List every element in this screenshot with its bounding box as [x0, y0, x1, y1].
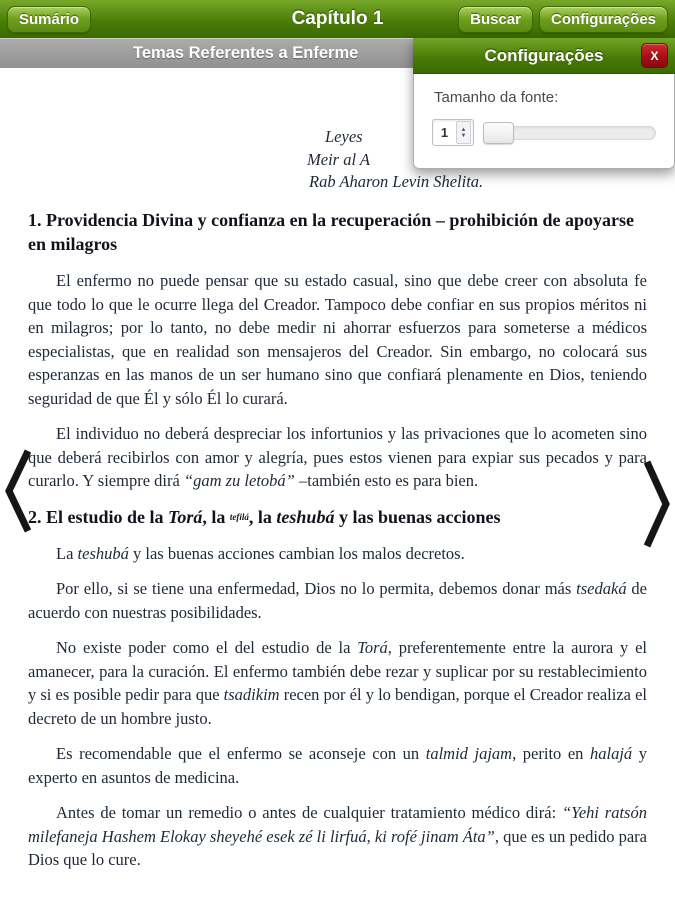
- intro-line-1: Leyes: [325, 127, 363, 146]
- chapter-title: Capítulo 1: [291, 8, 384, 29]
- settings-button[interactable]: Configurações: [539, 6, 668, 33]
- summary-button[interactable]: Sumário: [7, 6, 91, 33]
- font-size-label: Tamanho da fonte:: [434, 89, 559, 106]
- slider-handle-icon[interactable]: [483, 122, 514, 144]
- body-paragraph: Antes de tomar un remedio o antes de cualquier tratamiento médico dirá: “Yehi ratsón milefaneja Hashem Elokay sheyehé esek zé li lirfuá, ki rofé jinam Áta”, que es un pedido para Dios que lo cure.: [28, 803, 647, 869]
- body-paragraph: No existe poder como el del estudio de la Torá, preferentemente entre la aurora y el amanecer, para la curación. El enfermo también debe rezar y suplicar por su restablecimiento y si es posible pedir para que tsadikim recen por él y lo bendigan, porque el Creador realiza el decreto de un hombre justo.: [28, 638, 647, 728]
- body-paragraph: La teshubá y las buenas acciones cambian los malos decretos.: [56, 543, 465, 563]
- stepper-arrows-icon[interactable]: ▲ ▼: [456, 121, 471, 144]
- intro-line-2: Meir al A: [307, 150, 370, 169]
- font-size-slider[interactable]: [483, 126, 656, 140]
- top-bar-actions: [458, 6, 668, 33]
- body-paragraph: El enfermo no puede pensar que su estado casual, sino que debe creer con absoluta fe que todo lo que le ocurre llega del Creador. Tampoco debe confiar en sus propios méritos ni en milagros; por lo tanto, no debe medir ni ahorrar esfuerzos para someterse a médicos especialistas, que en realidad son mensajeros del Creador. Sin embargo, no colocará sus esperanzas en las manos de un ser humano sino que confiará plenamente en Dios, teniendo seguridad de que Él y sólo Él lo curará.: [28, 271, 647, 408]
- settings-popup-title: Configurações: [484, 45, 604, 65]
- chevron-left-icon: [3, 447, 33, 535]
- top-bar: [0, 0, 675, 38]
- prev-page-button[interactable]: [3, 447, 33, 538]
- settings-popup-header: [413, 38, 675, 74]
- settings-popup-body: [413, 74, 675, 169]
- chevron-right-icon: [642, 458, 672, 550]
- body-paragraph: Por ello, si se tiene una enfermedad, Dios no lo permita, debemos donar más tsedaká de acuerdo con nuestras posibilidades.: [28, 579, 648, 622]
- close-icon[interactable]: X: [641, 43, 668, 68]
- search-button[interactable]: Buscar: [458, 6, 533, 33]
- intro-line-3: Rab Aharon Levin Shelita.: [309, 172, 484, 191]
- section-heading: 2. El estudio de la Torá, la tefilá, la teshubá y las buenas acciones: [28, 506, 501, 527]
- text-blocks: [28, 208, 647, 872]
- font-size-input[interactable]: [432, 119, 474, 146]
- body-paragraph: El individuo no deberá despreciar los infortunios y las privaciones que lo acometen sino que deberá recibirlos con amor y alegría, pues estos vienen para expiar sus pecados y para curarlo. Y siempre dirá “gam zu letobá” –también esto es para bien.: [28, 424, 647, 490]
- section-subtitle: Temas Referentes a Enferme: [133, 44, 359, 62]
- reader-content: [0, 68, 675, 900]
- body-paragraph: Es recomendable que el enfermo se aconseje con un talmid jajam, perito en halajá y experto en asuntos de medicina.: [28, 744, 647, 787]
- font-size-value: 1: [440, 125, 449, 140]
- settings-popup: [413, 38, 675, 169]
- next-page-button[interactable]: [642, 458, 672, 553]
- section-heading: 1. Providencia Divina y confianza en la recuperación – prohibición de apoyarse en milagros: [28, 210, 635, 254]
- font-size-controls: [432, 119, 656, 146]
